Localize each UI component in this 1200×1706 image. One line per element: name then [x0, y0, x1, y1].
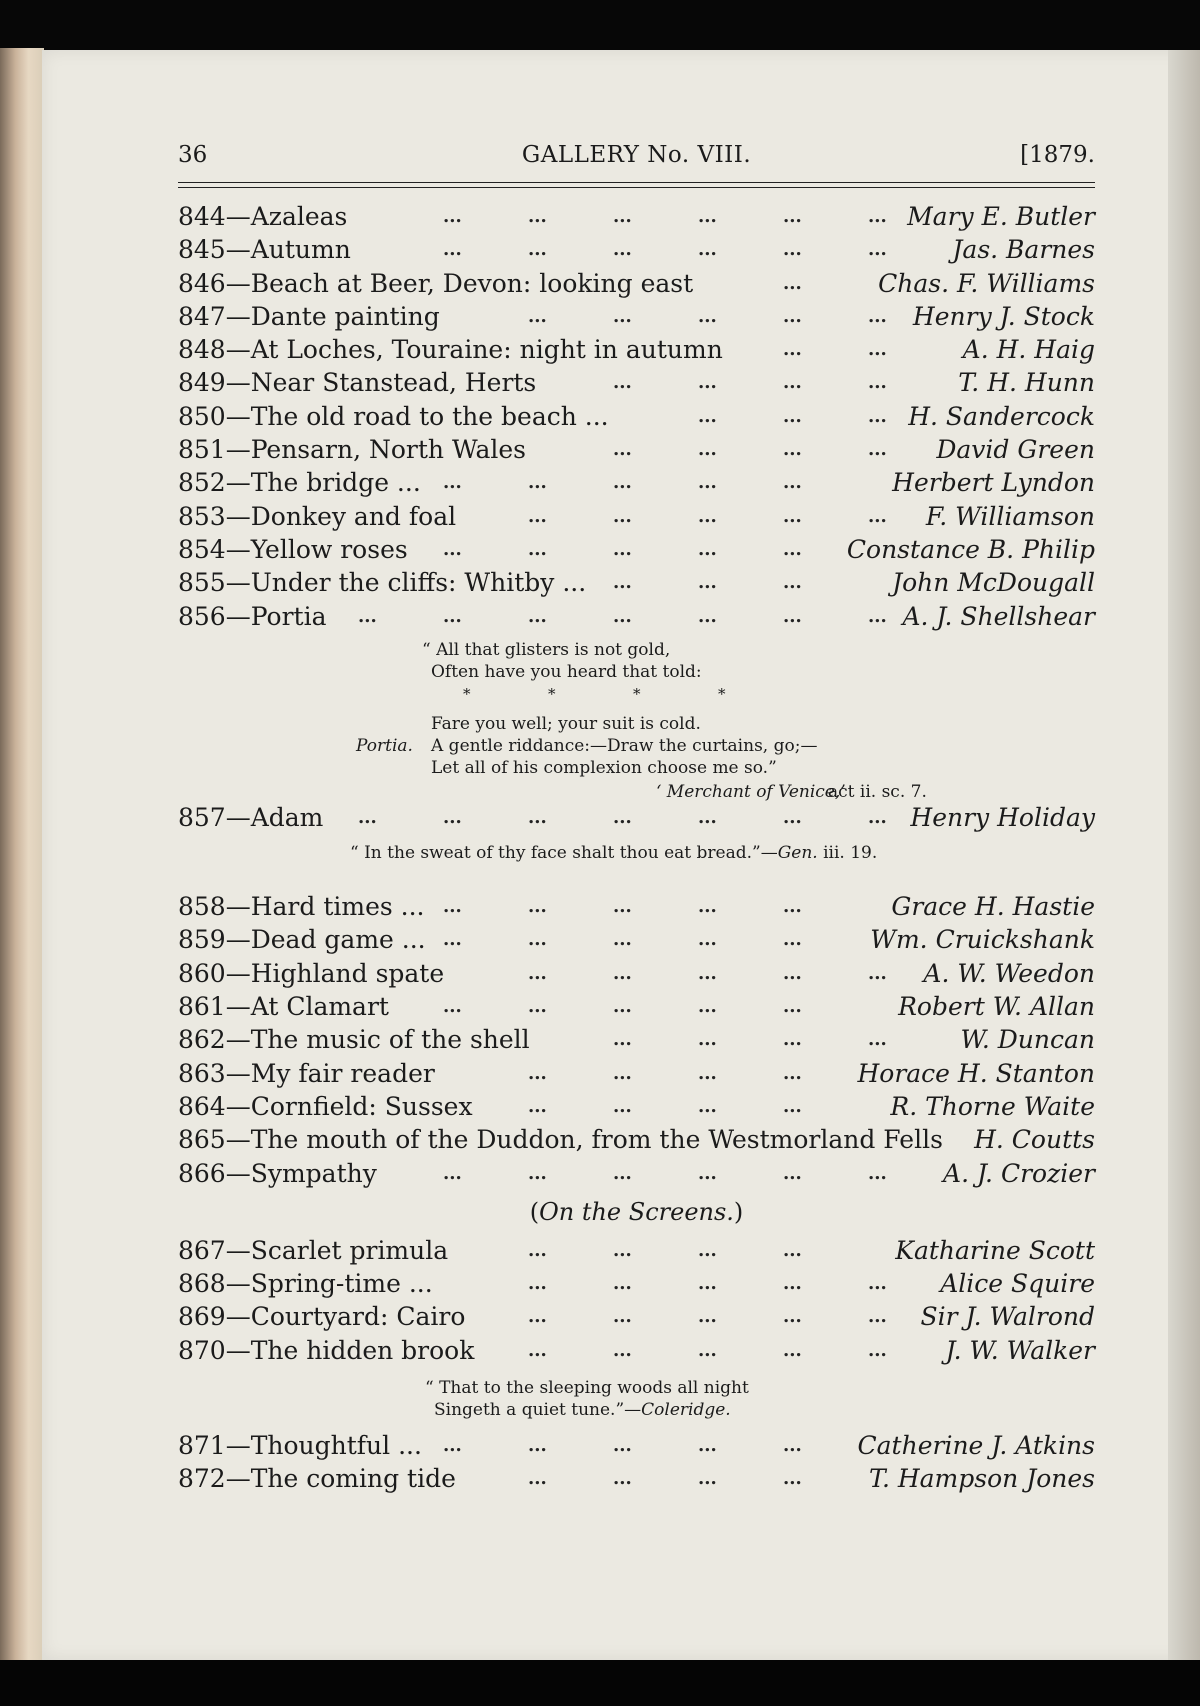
catalogue-entry	[178, 366, 1095, 399]
dot-leader: ...	[868, 206, 887, 227]
quote-line: Fare you well; your suit is cold.	[431, 713, 701, 734]
catalogue-entry	[178, 957, 1095, 990]
dot-leader: ...	[613, 1239, 632, 1261]
dot-leader: ...	[868, 806, 887, 828]
dot-leader: ...	[698, 1435, 717, 1457]
catalogue-entry	[178, 1090, 1095, 1123]
dot-leader: ...	[358, 806, 377, 828]
dot-leader: ...	[698, 372, 717, 394]
dot-leader: ...	[698, 505, 717, 527]
dot-leader: ...	[868, 962, 887, 984]
dot-leader: ...	[528, 538, 547, 560]
dot-leader: ...	[868, 439, 887, 461]
entry-artist: H. Coutts	[974, 1125, 1095, 1155]
quote-line	[434, 1399, 731, 1421]
dot-leader: ...	[783, 572, 802, 594]
catalogue-entry	[178, 533, 1095, 566]
dot-leader: ...	[783, 929, 802, 951]
quote-line: Often have you heard that told:	[431, 661, 702, 682]
quote-line: “ All that glisters is not gold,	[422, 639, 671, 660]
paren-open: (	[529, 1197, 540, 1226]
dot-leader: ...	[783, 405, 802, 427]
quote-text: Singeth a quiet tune.”—	[434, 1400, 642, 1421]
dot-leader: ...	[528, 996, 547, 1018]
entry-title: 871—Thoughtful ...	[178, 1431, 422, 1461]
dot-leader: ...	[528, 505, 547, 527]
dot-leader: ...	[698, 206, 717, 227]
dot-leader: ...	[443, 806, 462, 828]
dot-leader: ...	[868, 372, 887, 394]
quote-line	[350, 842, 877, 864]
entry-artist: A. H. Haig	[962, 335, 1095, 365]
dot-leader: ...	[613, 1339, 632, 1361]
catalogue-entry	[178, 600, 1095, 633]
catalogue-entry	[178, 200, 1095, 233]
dot-leader: ...	[783, 439, 802, 461]
entry-title: 845—Autumn	[178, 235, 351, 265]
dot-leader: ...	[528, 929, 547, 951]
entry-title: 855—Under the cliffs: Whitby ...	[178, 568, 587, 598]
entry-title: 846—Beach at Beer, Devon: looking east	[178, 268, 694, 298]
entry-title: 865—The mouth of the Duddon, from the Westmorland Fells	[178, 1125, 943, 1155]
page-content	[178, 138, 1095, 1496]
dot-leader: ...	[443, 206, 462, 227]
gallery-title: GALLERY No. VIII.	[521, 142, 752, 168]
entry-title: 869—Courtyard: Cairo	[178, 1302, 466, 1332]
asterism-star: *	[548, 684, 556, 703]
dot-leader: ...	[698, 439, 717, 461]
entry-title: 844—Azaleas	[178, 202, 348, 231]
dot-leader: ...	[443, 1162, 462, 1184]
dot-leader: ...	[783, 538, 802, 560]
catalogue-entry	[178, 1234, 1095, 1267]
dot-leader: ...	[783, 505, 802, 527]
dot-leader: ...	[698, 1273, 717, 1295]
dot-leader: ...	[443, 896, 462, 918]
dot-leader: ...	[783, 1468, 802, 1490]
entry-artist: David Green	[936, 435, 1095, 465]
entry-title: 854—Yellow roses	[178, 534, 408, 564]
dot-leader: ...	[443, 1435, 462, 1457]
dot-leader: ...	[613, 1435, 632, 1457]
entry-artist: Jas. Barnes	[952, 235, 1095, 265]
entry-artist: Catherine J. Atkins	[857, 1431, 1095, 1461]
dot-leader: ...	[443, 472, 462, 494]
catalogue-entry	[178, 466, 1095, 499]
dot-leader: ...	[613, 305, 632, 327]
dot-leader: ...	[613, 1095, 632, 1117]
entry-artist: Alice Squire	[940, 1269, 1095, 1299]
entry-title: 862—The music of the shell	[178, 1025, 530, 1055]
entry-title: 851—Pensarn, North Wales	[178, 435, 527, 465]
dot-leader: ...	[443, 996, 462, 1018]
entry-title: 867—Scarlet primula	[178, 1235, 449, 1265]
dot-leader: ...	[613, 1029, 632, 1051]
dot-leader: ...	[698, 1339, 717, 1361]
dot-leader: ...	[613, 472, 632, 494]
entry-artist: T. H. Hunn	[958, 368, 1095, 398]
dot-leader: ...	[783, 1029, 802, 1051]
dot-leader: ...	[783, 962, 802, 984]
genesis-quote	[178, 834, 1095, 890]
bottom-border	[0, 1660, 1200, 1706]
quote-speaker: Portia.	[356, 735, 413, 756]
dot-leader: ...	[698, 1239, 717, 1261]
dot-leader: ...	[613, 806, 632, 828]
dot-leader: ...	[868, 1029, 887, 1051]
entry-artist: Robert W. Allan	[898, 992, 1095, 1022]
entry-title: 859—Dead game ...	[178, 925, 426, 955]
quote-source-ref: act ii. sc. 7.	[828, 781, 927, 802]
dot-leader: ...	[528, 1239, 547, 1261]
catalogue-entry	[178, 890, 1095, 923]
dot-leader: ...	[698, 929, 717, 951]
catalogue-entry	[178, 1300, 1095, 1333]
section-heading-text: On the Screens.	[539, 1197, 734, 1226]
dot-leader: ...	[613, 239, 632, 261]
asterism-star: *	[463, 684, 471, 703]
entry-artist: Herbert Lyndon	[892, 468, 1095, 498]
entry-artist: Henry Holiday	[910, 802, 1095, 832]
entry-list	[178, 1429, 1095, 1496]
catalogue-entry	[178, 1123, 1095, 1156]
paren-close: )	[733, 1197, 744, 1226]
catalogue-entry	[178, 433, 1095, 466]
dot-leader: ...	[528, 1095, 547, 1117]
dot-leader: ...	[528, 1435, 547, 1457]
dot-leader: ...	[698, 896, 717, 918]
dot-leader: ...	[613, 1273, 632, 1295]
entry-artist: Katharine Scott	[895, 1235, 1095, 1265]
entry-artist: R. Thorne Waite	[890, 1091, 1095, 1121]
entry-list	[178, 200, 1095, 633]
quote-line: “ That to the sleeping woods all night	[425, 1378, 749, 1399]
entry-title: 870—The hidden brook	[178, 1335, 475, 1365]
coleridge-quote	[178, 1367, 1095, 1429]
dot-leader: ...	[783, 1435, 802, 1457]
dot-leader: ...	[613, 1468, 632, 1490]
dot-leader: ...	[698, 305, 717, 327]
dot-leader: ...	[783, 305, 802, 327]
dot-leader: ...	[783, 1273, 802, 1295]
entry-title: 864—Cornfield: Sussex	[178, 1091, 473, 1121]
dot-leader: ...	[698, 1162, 717, 1184]
quote-line: A gentle riddance:—Draw the curtains, go;—	[431, 735, 818, 756]
dot-leader: ...	[528, 1468, 547, 1490]
dot-leader: ...	[358, 605, 377, 627]
catalogue-entry	[178, 1334, 1095, 1367]
entry-artist: Mary E. Butler	[907, 202, 1095, 231]
section-heading-screens	[178, 1190, 1095, 1234]
dot-leader: ...	[698, 996, 717, 1018]
dot-leader: ...	[698, 538, 717, 560]
dot-leader: ...	[613, 572, 632, 594]
catalogue-entry	[178, 566, 1095, 599]
entry-title: 853—Donkey and foal	[178, 501, 457, 531]
dot-leader: ...	[613, 896, 632, 918]
dot-leader: ...	[783, 806, 802, 828]
dot-leader: ...	[443, 605, 462, 627]
dot-leader: ...	[528, 962, 547, 984]
dot-leader: ...	[868, 1306, 887, 1328]
dot-leader: ...	[528, 1339, 547, 1361]
catalogue-entry	[178, 1157, 1095, 1190]
dot-leader: ...	[783, 239, 802, 261]
entry-title: 858—Hard times ...	[178, 892, 425, 922]
quote-ref: iii. 19.	[823, 843, 878, 864]
dot-leader: ...	[698, 1468, 717, 1490]
dot-leader: ...	[698, 1062, 717, 1084]
entry-artist: Grace H. Hastie	[891, 892, 1095, 922]
book-spine-edge	[0, 48, 44, 1668]
dot-leader: ...	[698, 1095, 717, 1117]
entry-title: 849—Near Stanstead, Herts	[178, 368, 537, 398]
dot-leader: ...	[698, 1306, 717, 1328]
dot-leader: ...	[528, 472, 547, 494]
entry-title: 848—At Loches, Touraine: night in autumn	[178, 335, 723, 365]
entry-artist: Wm. Cruickshank	[870, 925, 1095, 955]
dot-leader: ...	[698, 962, 717, 984]
dot-leader: ...	[528, 305, 547, 327]
dot-leader: ...	[783, 896, 802, 918]
quote-source-title: ‘ Merchant of Venice,’	[656, 781, 846, 802]
entry-artist: F. Williamson	[925, 501, 1095, 531]
dot-leader: ...	[783, 1339, 802, 1361]
entry-artist: W. Duncan	[960, 1025, 1095, 1055]
dot-leader: ...	[613, 1162, 632, 1184]
dot-leader: ...	[528, 1306, 547, 1328]
dot-leader: ...	[613, 962, 632, 984]
dot-leader: ...	[613, 996, 632, 1018]
portia-quote	[178, 633, 1095, 801]
catalogue-entry	[178, 1267, 1095, 1300]
catalogue-entry	[178, 1023, 1095, 1056]
catalogue-entry	[178, 990, 1095, 1023]
dot-leader: ...	[783, 1162, 802, 1184]
catalogue-entry	[178, 1057, 1095, 1090]
entry-artist: Horace H. Stanton	[857, 1058, 1095, 1088]
entry-title: 857—Adam	[178, 802, 324, 832]
entry-artist: J. W. Walker	[945, 1335, 1095, 1365]
dot-leader: ...	[443, 239, 462, 261]
dot-leader: ...	[783, 206, 802, 227]
dot-leader: ...	[613, 1306, 632, 1328]
dot-leader: ...	[868, 339, 887, 361]
year-label: [1879.	[1020, 142, 1095, 168]
dot-leader: ...	[528, 239, 547, 261]
dot-leader: ...	[868, 239, 887, 261]
entry-title: 860—Highland spate	[178, 958, 445, 988]
asterism-star: *	[718, 684, 726, 703]
dot-leader: ...	[443, 929, 462, 951]
dot-leader: ...	[528, 1162, 547, 1184]
dot-leader: ...	[868, 605, 887, 627]
entry-artist: A. W. Weedon	[923, 958, 1095, 988]
entry-title: 863—My fair reader	[178, 1058, 435, 1088]
entry-title: 847—Dante painting	[178, 301, 440, 331]
catalogue-entry	[178, 400, 1095, 433]
dot-leader: ...	[783, 339, 802, 361]
dot-leader: ...	[613, 206, 632, 227]
dot-leader: ...	[528, 605, 547, 627]
dot-leader: ...	[528, 896, 547, 918]
dot-leader: ...	[783, 1095, 802, 1117]
catalogue-entry	[178, 801, 1095, 834]
dot-leader: ...	[698, 239, 717, 261]
dot-leader: ...	[698, 1029, 717, 1051]
entry-artist: Henry J. Stock	[912, 301, 1095, 331]
entry-artist: Constance B. Philip	[846, 534, 1095, 564]
catalogue-entry	[178, 923, 1095, 956]
entry-title: 866—Sympathy	[178, 1158, 377, 1188]
dot-leader: ...	[783, 1062, 802, 1084]
entry-artist: A. J. Shellshear	[902, 601, 1095, 631]
dot-leader: ...	[698, 405, 717, 427]
entry-list	[178, 890, 1095, 1190]
dot-leader: ...	[783, 1306, 802, 1328]
catalogue-entry	[178, 500, 1095, 533]
dot-leader: ...	[613, 1062, 632, 1084]
entry-title: 868—Spring-time ...	[178, 1269, 433, 1299]
dot-leader: ...	[698, 472, 717, 494]
dot-leader: ...	[868, 305, 887, 327]
entry-artist: H. Sandercock	[908, 401, 1095, 431]
dot-leader: ...	[868, 1273, 887, 1295]
entry-artist: Sir J. Walrond	[920, 1302, 1095, 1332]
catalogue-entry	[178, 233, 1095, 266]
entry-artist: Chas. F. Williams	[878, 268, 1095, 298]
dot-leader: ...	[698, 572, 717, 594]
dot-leader: ...	[528, 1273, 547, 1295]
quote-book: Gen.	[777, 843, 818, 864]
dot-leader: ...	[613, 505, 632, 527]
header-rule-double	[178, 187, 1095, 188]
dot-leader: ...	[613, 538, 632, 560]
dot-leader: ...	[783, 472, 802, 494]
dot-leader: ...	[613, 439, 632, 461]
header-rule	[178, 182, 1095, 183]
quote-line: Let all of his complexion choose me so.”	[431, 757, 777, 778]
quote-source: Coleridge.	[641, 1400, 731, 1421]
entry-list	[178, 1234, 1095, 1367]
dot-leader: ...	[868, 505, 887, 527]
catalogue-entry	[178, 1462, 1095, 1495]
entry-title: 852—The bridge ...	[178, 468, 421, 498]
entry-title: 861—At Clamart	[178, 992, 389, 1022]
dot-leader: ...	[868, 1339, 887, 1361]
dot-leader: ...	[443, 538, 462, 560]
entry-title: 872—The coming tide	[178, 1464, 456, 1494]
entry-artist: A. J. Crozier	[943, 1158, 1095, 1188]
quote-text: “ In the sweat of thy face shalt thou eat bread.”—	[350, 843, 778, 864]
dot-leader: ...	[783, 372, 802, 394]
entry-artist: T. Hampson Jones	[868, 1464, 1095, 1494]
asterism-star: *	[633, 684, 641, 703]
dot-leader: ...	[698, 806, 717, 828]
page-right-edge	[1168, 50, 1200, 1660]
dot-leader: ...	[868, 1162, 887, 1184]
running-header	[178, 138, 1095, 182]
entry-title: 856—Portia	[178, 601, 327, 631]
entry-list-adam	[178, 801, 1095, 834]
page-number: 36	[178, 142, 208, 168]
dot-leader: ...	[613, 929, 632, 951]
catalogue-entry	[178, 333, 1095, 366]
dot-leader: ...	[528, 1062, 547, 1084]
dot-leader: ...	[783, 272, 802, 294]
catalogue-entry	[178, 267, 1095, 300]
dot-leader: ...	[868, 405, 887, 427]
dot-leader: ...	[613, 605, 632, 627]
dot-leader: ...	[698, 605, 717, 627]
catalogue-entry	[178, 1429, 1095, 1462]
dot-leader: ...	[528, 806, 547, 828]
dot-leader: ...	[783, 605, 802, 627]
dot-leader: ...	[613, 372, 632, 394]
entry-title: 850—The old road to the beach ...	[178, 401, 609, 431]
dot-leader: ...	[528, 206, 547, 227]
dot-leader: ...	[783, 996, 802, 1018]
catalogue-entry	[178, 300, 1095, 333]
dot-leader: ...	[783, 1239, 802, 1261]
entry-artist: John McDougall	[892, 568, 1095, 598]
